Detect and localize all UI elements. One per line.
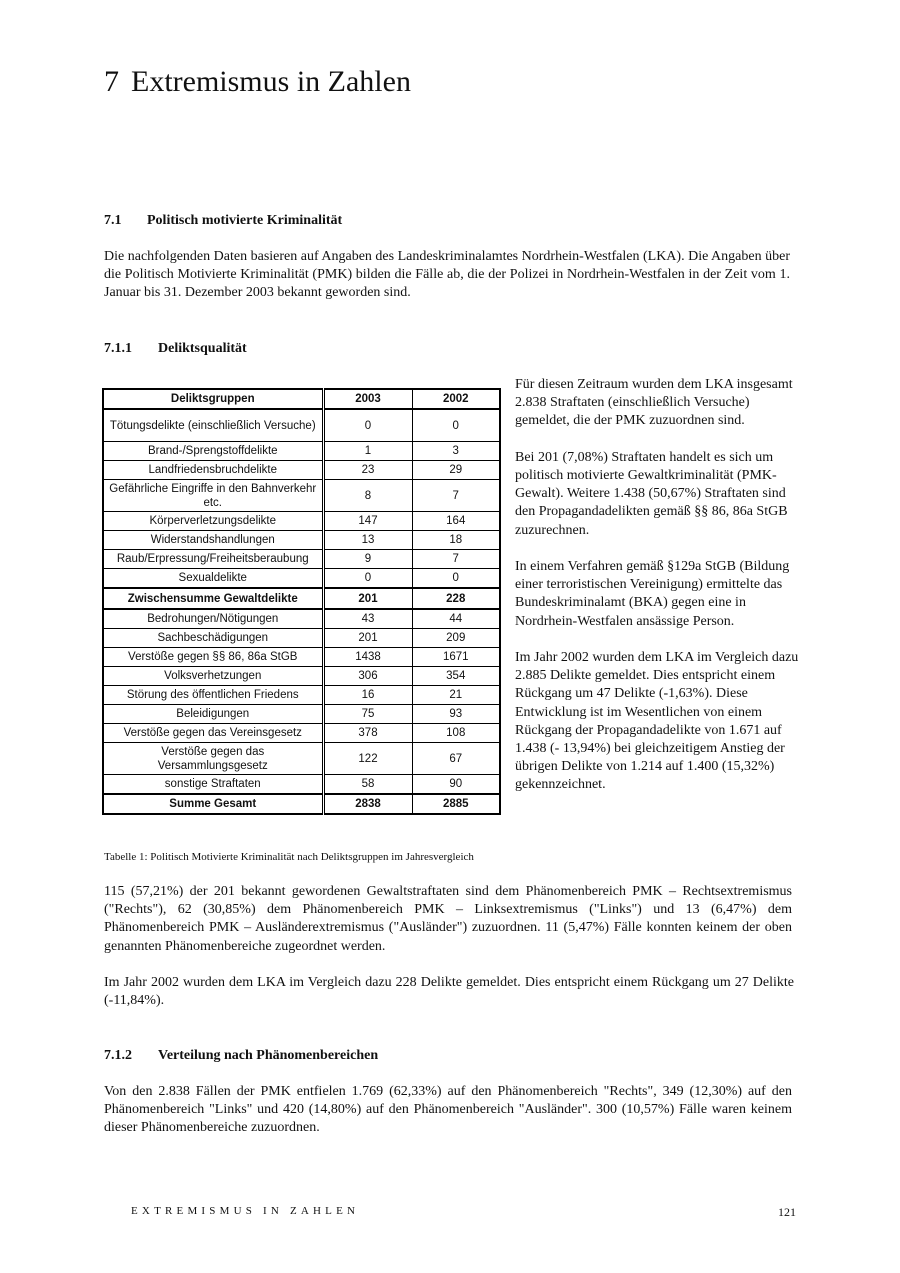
side-paragraph: Für diesen Zeitraum wurden dem LKA insgesamt 2.838 Straftaten (einschließlich Versuche) gemeldet, die der PMK zuzuordnen sind.: [515, 377, 793, 429]
value-2002-cell: 7: [412, 550, 500, 569]
side-paragraph: Im Jahr 2002 wurden dem LKA im Vergleich dazu 2.885 Delikte gemeldet. Dies entspricht einem Rückgang um 47 Delikte (-1,63%). Diese Entwicklung ist im Wesentlichen von einem Rückgang der Propagandadelikte von 1.671 auf 1.438 (- 13,94%) bei gleichzeitigem Anstieg der übrigen Delikte von 1.214 auf 1.400 (15,32%) gekennzeichnet.: [515, 650, 799, 793]
value-2002-cell: 1671: [412, 648, 500, 667]
table-header-cell: 2002: [412, 389, 500, 409]
table-header-cell: Deliktsgruppen: [103, 389, 323, 409]
table-row: [103, 705, 500, 724]
row-label-cell: Verstöße gegen das Versammlungsgesetz: [103, 743, 323, 775]
vergleich-paragraph: Im Jahr 2002 wurden dem LKA im Vergleich dazu 228 Delikte gemeldet. Dies entspricht einem Rückgang um 27 Delikte (-11,84%).: [104, 975, 794, 1009]
row-label-cell: Gefährliche Eingriffe in den Bahnverkehr etc.: [103, 480, 323, 512]
side-paragraph: In einem Verfahren gemäß §129a StGB (Bildung einer terroristischen Vereinigung) ermittelte das Bundeskriminalamt (BKA) gegen eine in Nordrhein-Westfalen ansässige Person.: [515, 559, 790, 629]
value-2002-cell: 2885: [412, 794, 500, 814]
value-2003-cell: 75: [323, 705, 412, 724]
table-row: [103, 512, 500, 531]
page-number: 121: [778, 1205, 796, 1219]
value-2002-cell: 7: [412, 480, 500, 512]
value-2002-cell: 93: [412, 705, 500, 724]
value-2003-cell: 13: [323, 531, 412, 550]
side-text-column: [515, 376, 800, 813]
value-2002-cell: 228: [412, 588, 500, 609]
value-2002-cell: 209: [412, 629, 500, 648]
table-row: [103, 480, 500, 512]
table-header-cell: 2003: [323, 389, 412, 409]
table-row: [103, 794, 500, 814]
footer-running-title: EXTREMISMUS IN ZAHLEN: [131, 1205, 360, 1217]
chapter-title-text: Extremismus in Zahlen: [131, 65, 411, 98]
gewalt-paragraph: 115 (57,21%) der 201 bekannt gewordenen Gewaltstraftaten sind dem Phänomenbereich PMK – Rechtsextremismus ("Rechts"), 62 (30,85%) dem Phänomenbereich PMK – Linksextremismus ("Links") und 13 (6,47%) dem Phänomenbereich PMK – Ausländerextremismus ("Ausländer") zuzuordnen. 11 (5,47%) Fälle konnten keinem der oben genannten Phänomenbereiche zugeordnet werden.: [104, 884, 792, 954]
value-2002-cell: 67: [412, 743, 500, 775]
table-row: [103, 461, 500, 480]
value-2003-cell: 9: [323, 550, 412, 569]
section-7-1-1-heading: [104, 340, 247, 358]
row-label-cell: Bedrohungen/Nötigungen: [103, 609, 323, 629]
value-2003-cell: 8: [323, 480, 412, 512]
row-label-cell: Summe Gesamt: [103, 794, 323, 814]
chapter-number: 7: [104, 65, 119, 98]
value-2002-cell: 21: [412, 686, 500, 705]
section-7-1-1-title: Deliktsqualität: [158, 341, 247, 356]
row-label-cell: Landfriedensbruchdelikte: [103, 461, 323, 480]
row-label-cell: Zwischensumme Gewaltdelikte: [103, 588, 323, 609]
value-2003-cell: 306: [323, 667, 412, 686]
row-label-cell: Sachbeschädigungen: [103, 629, 323, 648]
table-row: [103, 550, 500, 569]
table-header-row: [103, 389, 500, 409]
value-2002-cell: 164: [412, 512, 500, 531]
value-2003-cell: 2838: [323, 794, 412, 814]
value-2003-cell: 201: [323, 629, 412, 648]
value-2002-cell: 29: [412, 461, 500, 480]
section-7-1-2-heading: [104, 1047, 378, 1065]
chapter-title: [104, 62, 411, 102]
value-2003-cell: 58: [323, 775, 412, 795]
value-2003-cell: 201: [323, 588, 412, 609]
row-label-cell: sonstige Straftaten: [103, 775, 323, 795]
value-2003-cell: 122: [323, 743, 412, 775]
section-7-1-1-number: 7.1.1: [104, 341, 132, 356]
value-2002-cell: 0: [412, 569, 500, 589]
row-label-cell: Widerstandshandlungen: [103, 531, 323, 550]
value-2003-cell: 43: [323, 609, 412, 629]
value-2002-cell: 0: [412, 409, 500, 442]
value-2002-cell: 3: [412, 442, 500, 461]
table-row: [103, 588, 500, 609]
section-7-1-2-number: 7.1.2: [104, 1048, 132, 1063]
row-label-cell: Volksverhetzungen: [103, 667, 323, 686]
table-row: [103, 686, 500, 705]
value-2003-cell: 0: [323, 409, 412, 442]
value-2003-cell: 378: [323, 724, 412, 743]
row-label-cell: Sexualdelikte: [103, 569, 323, 589]
table-row: [103, 569, 500, 589]
deliktsgruppen-table: [102, 388, 501, 815]
value-2002-cell: 354: [412, 667, 500, 686]
row-label-cell: Störung des öffentlichen Friedens: [103, 686, 323, 705]
value-2002-cell: 18: [412, 531, 500, 550]
value-2003-cell: 1438: [323, 648, 412, 667]
table-row: [103, 609, 500, 629]
value-2002-cell: 108: [412, 724, 500, 743]
section-7-1-number: 7.1: [104, 213, 122, 228]
row-label-cell: Brand-/Sprengstoffdelikte: [103, 442, 323, 461]
value-2003-cell: 1: [323, 442, 412, 461]
table-row: [103, 775, 500, 795]
side-paragraph: Bei 201 (7,08%) Straftaten handelt es sich um politisch motivierte Gewaltkriminalität (PMK-Gewalt). Weitere 1.438 (50,67%) Straftaten sind den Propagandadelikten gemäß §§ 86, 86a StGB zuzurechnen.: [515, 449, 788, 538]
table-row: [103, 667, 500, 686]
row-label-cell: Körperverletzungsdelikte: [103, 512, 323, 531]
row-label-cell: Verstöße gegen §§ 86, 86a StGB: [103, 648, 323, 667]
value-2003-cell: 147: [323, 512, 412, 531]
section-7-1-paragraph: Die nachfolgenden Daten basieren auf Angaben des Landeskriminalamtes Nordrhein-Westfalen (LKA). Die Angaben über die Politisch Motivierte Kriminalität (PMK) bilden die Fälle ab, die der Polizei in Nordrhein-Westfalen in der Zeit vom 1. Januar bis 31. Dezember 2003 bekannt geworden sind.: [104, 249, 790, 301]
section-7-1-2-title: Verteilung nach Phänomenbereichen: [158, 1048, 379, 1063]
row-label-cell: Beleidigungen: [103, 705, 323, 724]
section-7-1-title: Politisch motivierte Kriminalität: [147, 213, 343, 228]
table-row: [103, 648, 500, 667]
table-row: [103, 409, 500, 442]
row-label-cell: Raub/Erpressung/Freiheitsberaubung: [103, 550, 323, 569]
value-2002-cell: 44: [412, 609, 500, 629]
table-row: [103, 743, 500, 775]
row-label-cell: Tötungsdelikte (einschließlich Versuche): [103, 409, 323, 442]
value-2003-cell: 0: [323, 569, 412, 589]
table-row: [103, 724, 500, 743]
table-row: [103, 531, 500, 550]
table-caption: Tabelle 1: Politisch Motivierte Kriminalität nach Deliktsgruppen im Jahresvergleich: [104, 851, 474, 863]
table-row: [103, 442, 500, 461]
value-2003-cell: 16: [323, 686, 412, 705]
section-7-1-heading: [104, 212, 342, 230]
row-label-cell: Verstöße gegen das Vereinsgesetz: [103, 724, 323, 743]
value-2003-cell: 23: [323, 461, 412, 480]
value-2002-cell: 90: [412, 775, 500, 795]
table-row: [103, 629, 500, 648]
section-7-1-2-paragraph: Von den 2.838 Fällen der PMK entfielen 1.769 (62,33%) auf den Phänomenbereich "Rechts", 349 (12,30%) auf den Phänomenbereich "Links" und 420 (14,80%) auf den Phänomenbereich "Ausländer". 300 (10,57%) Fälle waren keinem dieser Phänomenbereiche zuzuordnen.: [104, 1084, 792, 1136]
